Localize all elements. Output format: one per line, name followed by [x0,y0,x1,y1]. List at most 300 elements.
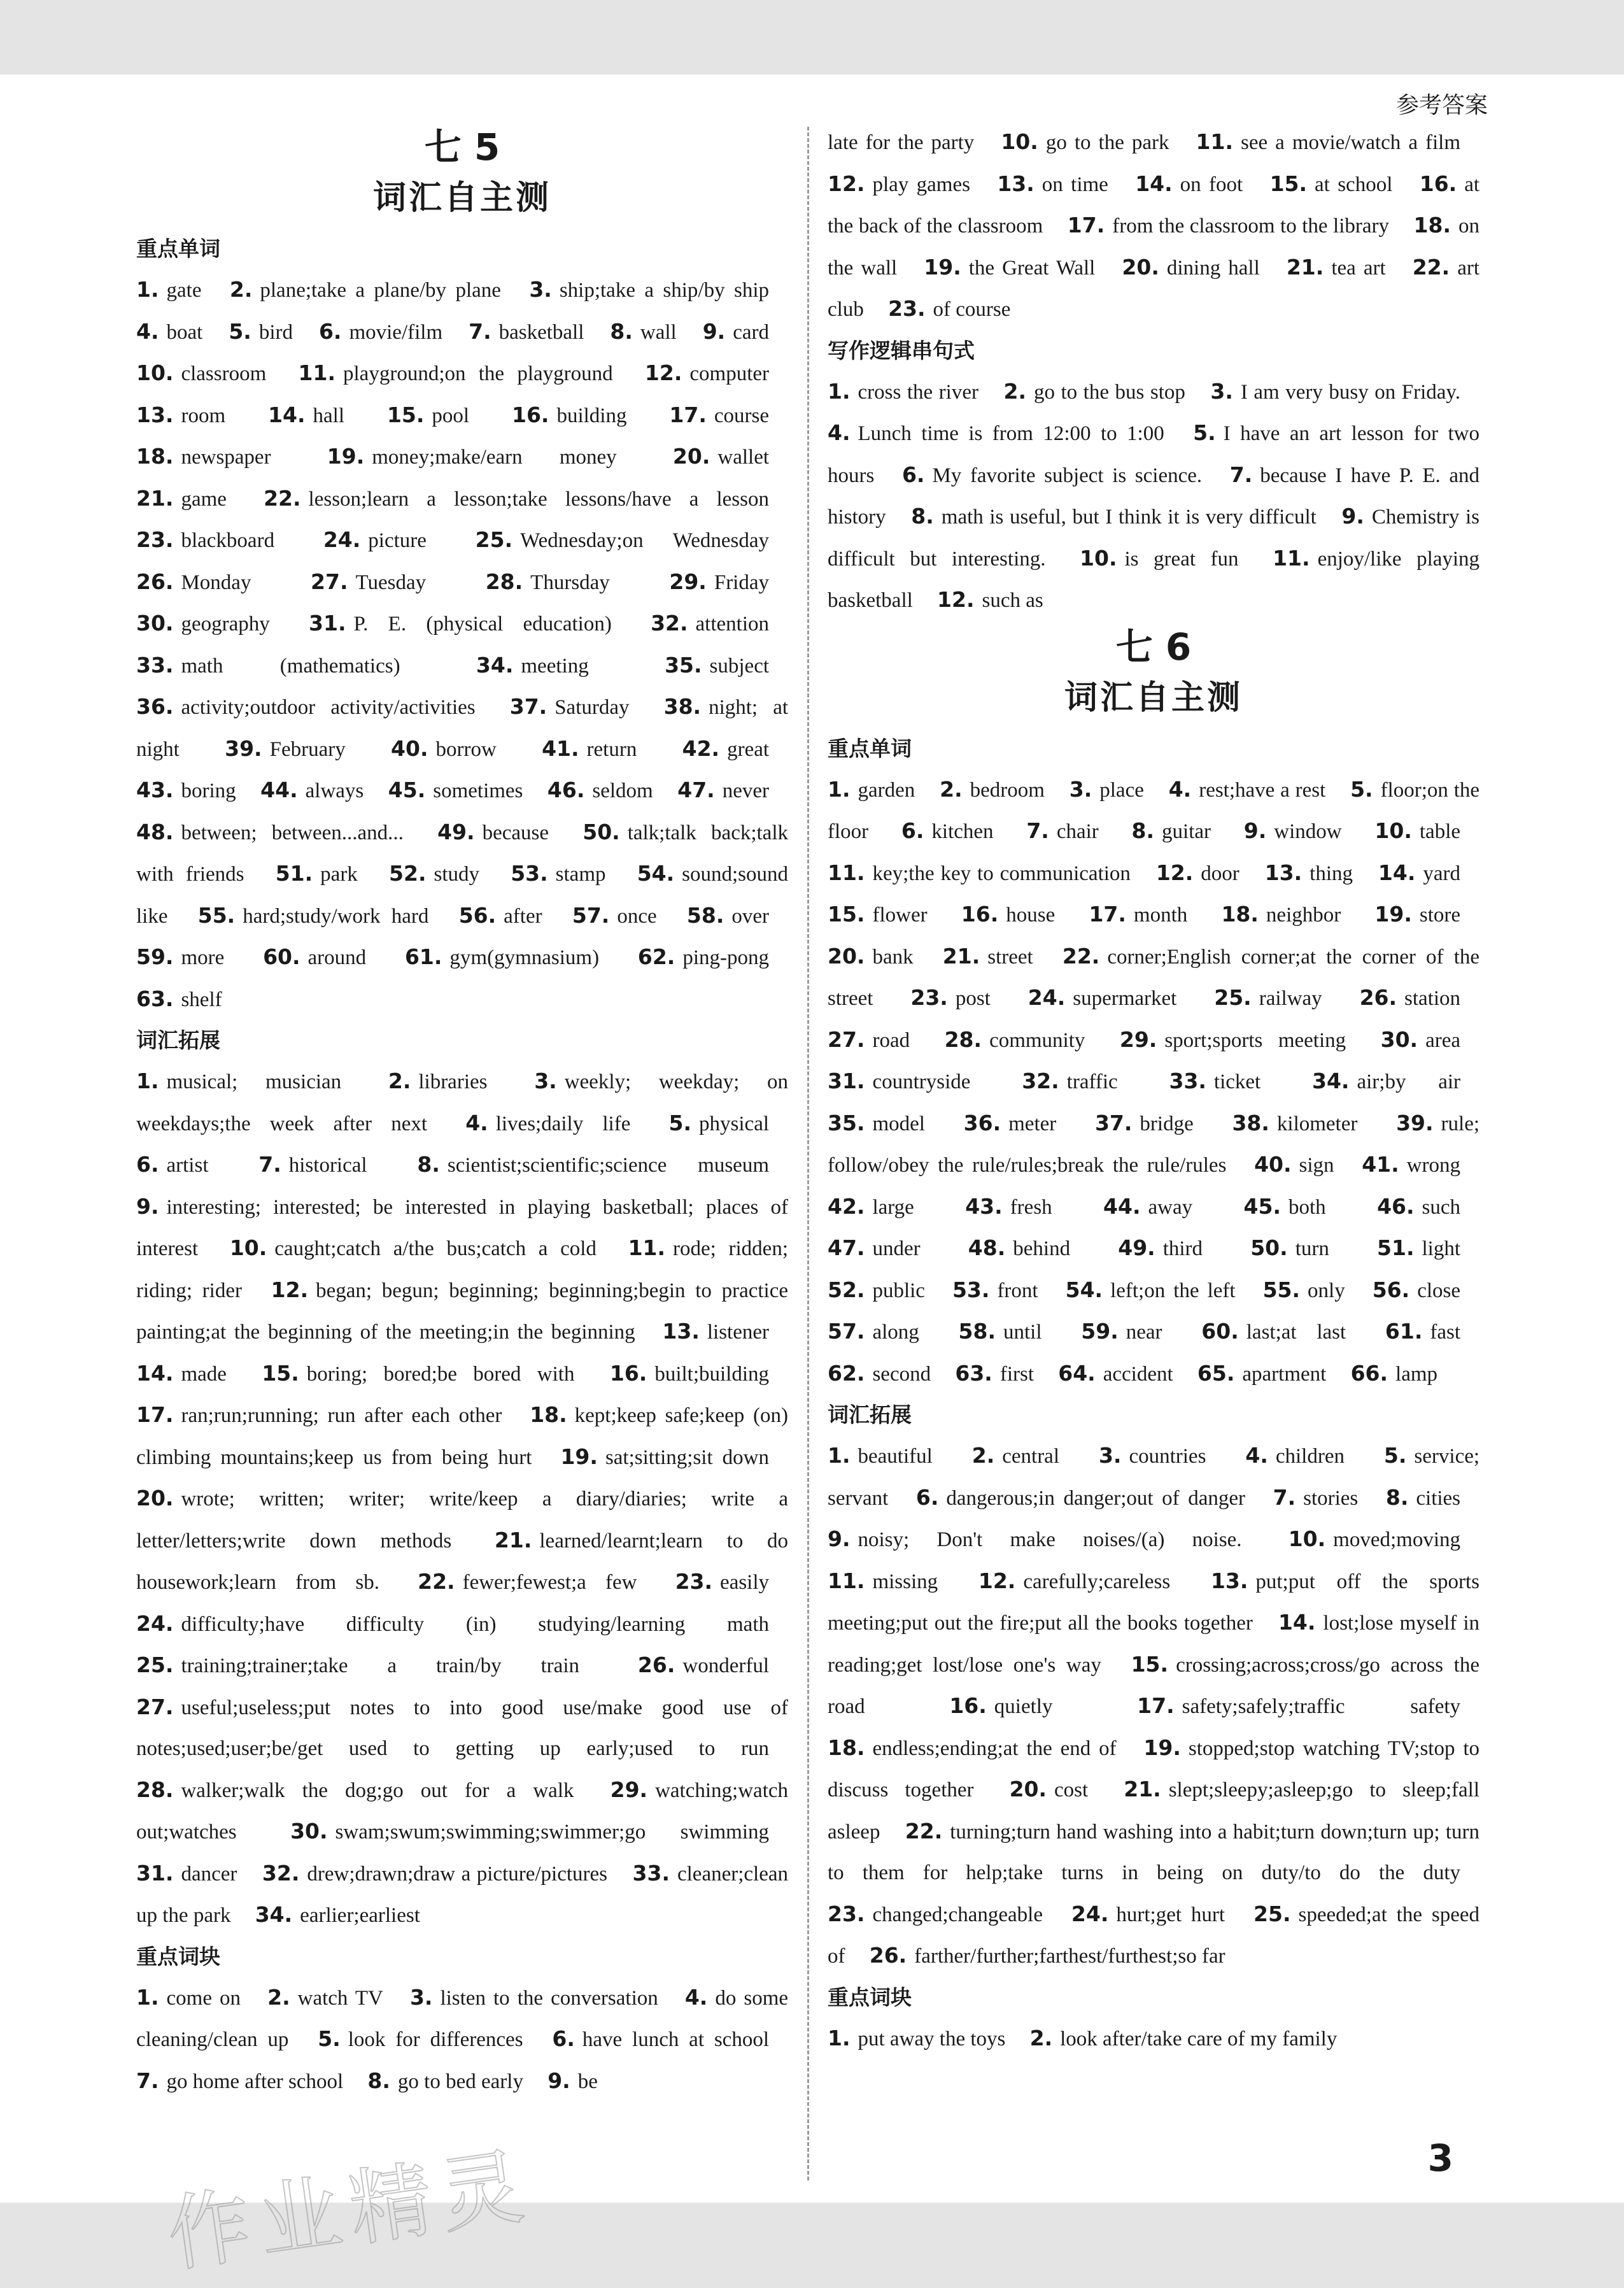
answer-item [136,1154,227,1177]
answer-number: 36. [963,1110,1001,1135]
answer-item [290,1821,788,1844]
answer-number: 2. [971,1443,995,1468]
answer-number: 16. [961,902,999,927]
answer-text: left;on the left [1110,1279,1236,1302]
answer-number: 30. [290,1819,328,1844]
answer-item [828,1070,989,1093]
answer-text: lost;lose myself in reading;get lost/lose one's way [828,1612,1479,1677]
answer-item [409,1984,677,2010]
answer-list [828,1435,1479,1977]
answer-number: 52. [389,861,427,886]
answer-text: easily [720,1571,770,1594]
answer-item [136,988,241,1011]
answer-text: art club [828,256,1479,321]
answer-text: yard [1423,862,1461,885]
answer-text: stopped;stop watching TV;stop to discuss together [828,1737,1479,1801]
answer-item [968,1237,1089,1260]
answer-number: 4. [136,318,159,344]
answer-number: 10. [136,360,174,385]
answer-number: 10. [1001,129,1038,154]
answer-item [1156,862,1259,885]
answer-item [1243,1193,1345,1219]
answer-number: 12. [937,587,975,612]
answer-number: 8. [610,318,633,344]
answer-item [1360,987,1479,1010]
answer-text: hard;study/work hard [243,904,429,928]
right-column [828,122,1479,2059]
answer-number: 47. [828,1235,865,1260]
answer-text: kitchen [931,820,994,843]
answer-item [1103,1193,1211,1219]
answer-text: libraries [418,1070,488,1093]
answer-list [828,769,1479,1395]
answer-item [327,446,636,469]
answer-item [1120,1029,1365,1052]
answer-item [465,1112,649,1135]
answer-text: cleaner;clean up the park [136,1862,789,1927]
answer-item [828,1903,1062,1926]
answer-text: only [1308,1279,1345,1302]
answer-text: countries [1129,1445,1206,1468]
answer-number: 22. [1062,943,1100,969]
answer-number: 41. [542,735,579,761]
answer-number: 14. [268,402,306,427]
answer-text: watch TV [297,1986,383,2010]
answer-number: 16. [512,402,549,427]
answer-number: 28. [485,569,523,594]
answer-text: card [733,320,769,344]
answer-number: 6. [901,818,924,843]
answer-text: chair [1056,820,1099,843]
answer-item [387,404,488,427]
answer-number: 8. [1131,818,1155,843]
answer-text: see a movie/watch a film [1241,131,1460,154]
answer-number: 64. [1058,1360,1096,1386]
answer-text: the Great Wall [968,256,1096,280]
writing-subheading: 写作逻辑串句式 [828,338,975,363]
answer-text: lives;daily life [495,1112,631,1135]
answer-number: 10. [1288,1526,1326,1551]
answer-number: 24. [1027,985,1066,1010]
answer-text: stories [1303,1486,1359,1510]
answer-number: 23. [888,296,926,321]
answer-item [405,946,618,969]
answer-number: 36. [136,694,174,719]
answer-text: kept;keep safe;keep (on) climbing mountains;keep us from being hurt [136,1404,788,1469]
answer-item [255,1904,439,1927]
answer-item [476,652,608,678]
answer-item [901,820,1013,843]
answer-number: 26. [637,1652,675,1677]
left-column [136,122,788,2102]
answer-number: 13. [997,171,1034,196]
answer-text: missing [872,1570,938,1593]
answer-item [828,862,1150,885]
answer-text: bedroom [970,778,1045,802]
answer-text: drew;drawn;draw a picture/pictures [307,1862,608,1886]
answer-number: 25. [1214,985,1252,1010]
answer-text: boring; bored;be bored with [306,1362,575,1386]
answer-item [978,1570,1189,1593]
answer-number: 33. [1169,1069,1206,1093]
answer-number: 29. [610,1777,648,1802]
answer-text: model [872,1112,925,1135]
answer-number: 11. [298,360,336,385]
answer-text: game [181,487,227,511]
answer-number: 23. [910,985,948,1010]
answer-item [828,776,934,802]
answer-number: 18. [530,1402,567,1427]
answer-number: 15. [262,1360,299,1386]
answer-number: 7. [1026,818,1049,843]
answer-number: 12. [644,360,682,385]
answer-number: 29. [1119,1027,1157,1052]
answer-item [702,318,788,344]
answer-number: 31. [828,1069,865,1093]
answer-number: 46. [1377,1193,1415,1219]
answer-text: have lunch at school [582,2028,769,2051]
answer-number: 45. [388,778,426,802]
answer-text: classroom [181,362,267,385]
answer-number: 58. [958,1319,996,1344]
answer-item [311,571,445,594]
answer-item [263,946,385,969]
answer-text: go home after school [166,2070,344,2093]
answer-text: rule; follow/obey the rule/rules;break the rule/rules [828,1112,1480,1177]
answer-text: computer [689,362,769,385]
answer-number: 42. [682,735,720,761]
answer-text: around [307,946,367,969]
answer-number: 25. [475,527,513,552]
answer-number: 3. [1069,776,1092,802]
answer-text: be [577,2070,598,2093]
answer-text: is great fun [1124,547,1239,571]
answer-number: 13. [1264,860,1303,885]
answer-item [675,1571,788,1594]
answer-text: service; servant [828,1445,1480,1510]
answer-text: accident [1103,1362,1173,1386]
answer-number: 61. [1385,1319,1423,1344]
answer-number: 25. [136,1652,174,1677]
answer-item [1068,215,1408,238]
answer-item [136,279,220,302]
answer-item [1350,1360,1457,1386]
answer-number: 17. [1067,213,1105,238]
answer-item [136,1860,256,1886]
answer-item [1099,1445,1225,1468]
answer-number: 10. [1374,818,1412,843]
answer-item [391,735,516,761]
answer-number: 1. [136,1984,159,2010]
answer-item [609,1360,788,1386]
right-blocks [828,728,1479,2060]
answer-number: 27. [311,569,348,594]
answer-number: 8. [417,1152,440,1177]
answer-item [1377,1237,1479,1260]
answer-item [268,404,364,427]
answer-number: 7. [1229,462,1253,487]
answer-text: hall [313,404,345,427]
answer-text: sat;sitting;sit down [605,1446,769,1469]
answer-text: built;building [654,1362,770,1386]
subheading: 重点词块 [828,1984,912,2010]
answer-number: 18. [136,444,174,469]
answer-number: 14. [1278,1610,1316,1635]
answer-item [560,1446,788,1469]
answer-item [264,485,788,511]
answer-item [651,613,788,636]
answer-item [1362,1154,1479,1177]
answer-text: more [181,946,225,969]
answer-text: subject [709,654,770,678]
answer-item [476,529,788,552]
answer-item [645,362,788,385]
answer-item [136,404,244,427]
answer-text: moved;moving [1333,1528,1460,1551]
answer-item [638,946,788,969]
answer-number: 9. [1243,818,1267,843]
answer-text: plane;take a plane/by plane [260,279,501,302]
answer-text: sport;sports meeting [1164,1028,1346,1052]
answer-number: 7. [1273,1484,1296,1510]
answer-item [136,613,289,636]
answer-text: weekly; weekday; on weekdays;the week after next [136,1070,788,1135]
answer-number: 21. [1286,254,1324,280]
answer-number: 51. [1377,1235,1415,1260]
answer-item [136,779,255,802]
answer-text: on foot [1180,173,1243,196]
answer-text: month [1133,904,1188,927]
answer-number: 3. [534,1069,557,1093]
writing-items [828,371,1479,622]
answer-number: 16. [1419,171,1457,196]
answer-item [547,2070,617,2093]
column-divider [807,127,809,2180]
answer-number: 13. [1210,1568,1248,1593]
answer-item [1244,820,1361,843]
answer-number: 60. [263,944,300,969]
answer-item [486,571,629,594]
answer-number: 19. [924,254,961,280]
answer-text: kilometer [1276,1112,1358,1135]
answer-number: 9. [547,2068,570,2093]
answer-number: 4. [465,1110,488,1135]
header-label: 参考答案 [1395,92,1488,118]
answer-text: ticket [1213,1070,1261,1093]
answer-text: bird [258,320,293,344]
answer-number: 57. [828,1319,865,1344]
answer-text: tea art [1331,256,1386,280]
answer-text: put away the toys [858,2027,1006,2050]
answer-text: made [181,1362,227,1386]
answer-number: 63. [136,986,174,1011]
answer-number: 27. [828,1027,865,1052]
answer-item [529,279,788,302]
answer-number: 33. [136,652,174,678]
answer-item [512,404,646,427]
answer-number: 17. [136,1402,174,1427]
answer-number: 44. [1103,1193,1141,1219]
answer-item [828,173,989,196]
answer-number: 6. [136,1152,159,1177]
answer-item [828,1112,944,1135]
answer-text: historical [288,1154,367,1177]
answer-text: look after/take care of my family [1060,2027,1338,2050]
answer-text: second [872,1362,931,1386]
answer-text: fewer;fewest;a few [462,1571,637,1594]
answer-text: area [1425,1028,1461,1052]
answer-number: 27. [136,1694,174,1719]
answer-item [1168,776,1345,802]
answer-item [262,1360,593,1386]
answer-list [136,1061,788,1936]
answer-number: 28. [944,1027,982,1052]
answer-number: 59. [1081,1319,1119,1344]
answer-number: 37. [1094,1110,1133,1135]
answer-number: 30. [136,611,174,636]
answer-number: 30. [1380,1027,1418,1052]
answer-text: public [872,1279,925,1302]
answer-number: 17. [669,402,707,427]
answer-number: 5. [1193,420,1216,445]
answer-item [136,1404,521,1427]
answer-list [136,1977,788,2103]
answer-text: central [1002,1445,1060,1468]
answer-text: listen to the conversation [440,1986,658,2010]
answer-text: over [731,904,770,928]
answer-item [924,254,1114,280]
answer-number: 9. [702,318,726,344]
answer-number: 34. [1312,1069,1350,1093]
answer-text: seldom [592,779,653,802]
answer-number: 26. [136,569,174,594]
unit-title: 七 5 [424,125,500,169]
answer-number: 39. [225,735,262,761]
answer-number: 35. [665,652,702,678]
answer-number: 3. [1098,1443,1122,1468]
answer-text: blackboard [181,529,275,552]
answer-number: 22. [418,1569,455,1594]
answer-text: difficulty;have difficulty (in) studying/learning math [181,1612,769,1636]
answer-page [0,75,1624,2284]
answer-item [1377,1193,1479,1219]
answer-number: 24. [323,527,361,552]
answer-text: Tuesday [355,571,427,594]
answer-text: do some cleaning/clean up [136,1986,789,2051]
answer-text: ship;take a ship/by ship [559,279,770,302]
answer-number: 19. [560,1444,598,1469]
answer-number: 8. [1385,1484,1409,1510]
answer-number: 5. [229,318,251,344]
answer-text: on time [1041,173,1108,196]
answer-text: ping-pong [682,946,769,969]
answer-text: bridge [1140,1112,1194,1135]
answer-number: 22. [264,485,301,511]
answer-number: 31. [309,611,346,636]
answer-number: 3. [529,277,552,302]
answer-text: Monday [181,571,251,594]
answer-item [1201,1321,1365,1344]
answer-item [1289,1528,1479,1551]
answer-number: 2. [267,1984,290,2010]
answer-number: 11. [628,1235,666,1260]
answer-item [136,652,420,678]
section-title: 词汇自主测 [372,179,551,217]
answer-text: wallet [717,446,770,469]
answer-number: 55. [1262,1277,1301,1302]
answer-item [1221,904,1360,927]
answer-item [955,1360,1053,1386]
answer-number: 21. [942,943,980,969]
answer-number: 40. [1254,1152,1292,1177]
answer-text: apartment [1242,1362,1327,1386]
answer-text: both [1289,1195,1326,1219]
answer-number: 13. [662,1319,700,1344]
answer-number: 4. [1168,776,1192,802]
answer-text: gym(gymnasium) [449,946,600,969]
answer-text: basketball [498,320,584,344]
answer-list [136,269,788,1020]
answer-number: 49. [1118,1235,1155,1260]
answer-text: gate [166,279,202,302]
answer-number: 19. [327,444,365,469]
subheading: 重点单词 [136,236,220,261]
answer-item [1254,1154,1353,1177]
answer-item [828,1818,1479,1885]
answer-number: 33. [632,1860,670,1886]
answer-text: newspaper [181,446,271,469]
answer-item [952,1279,1057,1302]
answer-number: 42. [828,1193,865,1219]
answer-text: February [269,737,346,761]
answer-text: artist [166,1154,209,1177]
answer-text: third [1162,1237,1203,1260]
answer-text: walker;walk the dog;go out for a walk [181,1779,574,1802]
answer-number: 14. [1135,171,1173,196]
answer-number: 6. [915,1484,939,1510]
answer-number: 62. [637,944,675,969]
subheading: 词汇拓展 [828,1402,912,1427]
answer-number: 7. [258,1152,281,1177]
answer-number: 10. [229,1235,267,1260]
answer-number: 6. [901,462,925,487]
answer-text: return [586,737,637,761]
answer-item [267,1984,402,2010]
answer-text: attention [695,613,769,636]
answer-text: dining hall [1166,256,1260,280]
answer-text: safety;safely;traffic safety [1182,1695,1461,1718]
answer-item [1169,1070,1280,1093]
answer-item [136,485,246,511]
answer-text: building [556,404,627,427]
answer-item [828,1237,940,1260]
answer-text: door [1201,862,1239,885]
answer-text: lamp [1395,1362,1438,1386]
answer-number: 2. [940,776,963,802]
answer-number: 61. [404,944,442,969]
answer-item [949,1695,1071,1718]
answer-item [1081,1321,1181,1344]
answer-item [1381,1029,1479,1052]
answer-text: quietly [994,1695,1053,1718]
answer-item [136,1984,260,2010]
answer-text: borrow [435,737,497,761]
answer-number: 13. [136,402,174,427]
answer-item [299,362,632,385]
answer-number: 39. [1396,1110,1434,1135]
answer-number: 19. [1143,1735,1181,1760]
answer-item [230,279,520,302]
